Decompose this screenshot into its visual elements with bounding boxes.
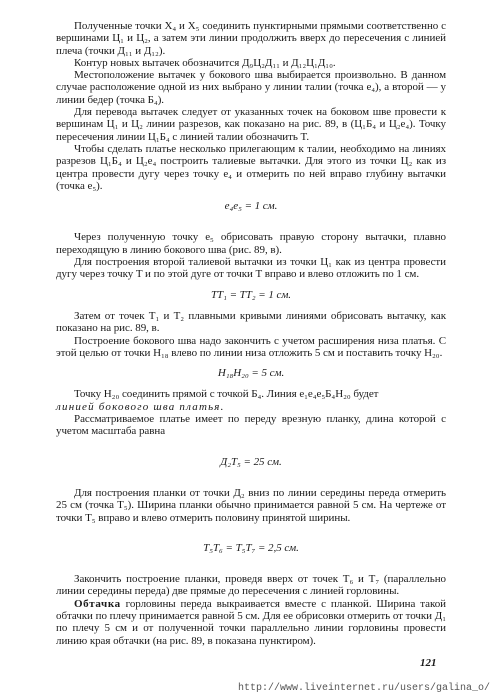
spacer <box>56 477 446 487</box>
formula: H₁₈H₂₀ = 5 см. <box>217 367 285 380</box>
paragraph: Закончить построение планки, проведя вверх от точек T₆ и T₇ (параллельно линии середины переда) две прямые до пересечения с линией горловины. <box>56 573 446 598</box>
paragraph: Для перевода вытачек следует от указанных точек на боковом шве провести к вершинам Ц₁ и Ц₂ линии разрезов, как показано на рис. 89, в (Ц₁Б₄ и Ц₂e₄). Точку пересечения линии Ц₁Б₄ с линией талии обозначить T. <box>56 106 446 143</box>
paragraph: Рассматриваемое платье имеет по переду врезную планку, длина которой с учетом масштаба равна <box>56 413 446 438</box>
formula: TT₁ = TT₂ = 1 см. <box>210 288 292 301</box>
page-number: 121 <box>420 657 437 669</box>
spacer <box>56 563 446 573</box>
page-text <box>56 20 446 647</box>
paragraph-obtachka <box>56 598 446 647</box>
paragraph: Для построения второй талиевой вытачки из точки Ц₁ как из центра провести дугу через точку T и по этой дуге от точки T вправо и влево отложить по 1 см. <box>56 256 446 281</box>
paragraph: Затем от точек T₁ и T₂ плавными кривыми линиями обрисовать вытачку, как показано на рис. 89, в. <box>56 309 446 335</box>
paragraph: Построение бокового шва надо закончить с учетом расширения низа платья. С этой целью от точки H₁₈ влево по линии низа отложить 5 см и поставить точку H₂₀. <box>56 334 446 359</box>
formula: Д₂T₅ = 25 см. <box>220 455 282 468</box>
term-heading: Обтачка <box>74 597 121 610</box>
paragraph: Для построения планки от точки Д₂ вниз по линии середины переда отмерить 25 см (точка T₅). Ширина планки обычно принимается равной 5 см. На чертеже от точки T₅ вправо и влево отмерить половину принятой ширины. <box>56 486 446 524</box>
spacer <box>56 524 446 534</box>
paragraph: Контур новых вытачек обозначится Д₉Ц₂Д₁₁ и Д₁₂Ц₁Д₁₀. <box>74 56 336 69</box>
paragraph: Точку H₂₀ соединить прямой с точкой Б₄. Линия e₁e₄e₅Б₄H₂₀ будет <box>74 388 379 401</box>
paragraph: Чтобы сделать платье несколько прилегающим к талии, необходимо на линиях разрезов Ц₁Б₄ и Ц₂e₄ построить талиевые вытачки. Для этого из точки Ц₂ как из центра провести дугу через точку e₄ и отмерить по ней вправо глубину вытачки (точка e₅). <box>56 142 446 192</box>
spacer <box>56 221 446 231</box>
formula: T₅T₆ = T₅T₇ = 2,5 см. <box>203 541 299 554</box>
paragraph: Местоположение вытачек у бокового шва выбирается произвольно. В данном случае расположение одной из них выбрано у линии талии (точка e₄), а второй — у линии бедер (точка Б₄). <box>56 69 446 106</box>
paragraph-emphasis: линией бокового шва платья. <box>56 400 225 413</box>
watermark-url: http://www.liveinternet.ru/users/galina_o/ <box>238 683 491 694</box>
paragraph: Полученные точки X₄ и X₅ соединить пунктирными прямыми соответственно с вершинами Ц₁ и Ц₂, а затем эти линии продолжить вверх до пересечения с линией плеча (точки Д₁₁ и Д₁₂). <box>56 20 446 57</box>
paragraph: Через полученную точку e₅ обрисовать правую сторону вытачки, плавно переходящую в линию бокового шва (рис. 89, в). <box>56 231 446 256</box>
spacer <box>56 438 446 448</box>
formula: e₄e₅ = 1 см. <box>224 200 278 213</box>
paragraph-text: горловины переда выкраивается вместе с планкой. Ширина такой обтачки по плечу принимается равной 5 см. Для ее обрисовки отмерить от точки Д₁ по плечу 5 см и от полученной точки параллельно линии горловины провести линию края обтачки (на рис. 89, в показана пунктиром). <box>56 597 446 647</box>
